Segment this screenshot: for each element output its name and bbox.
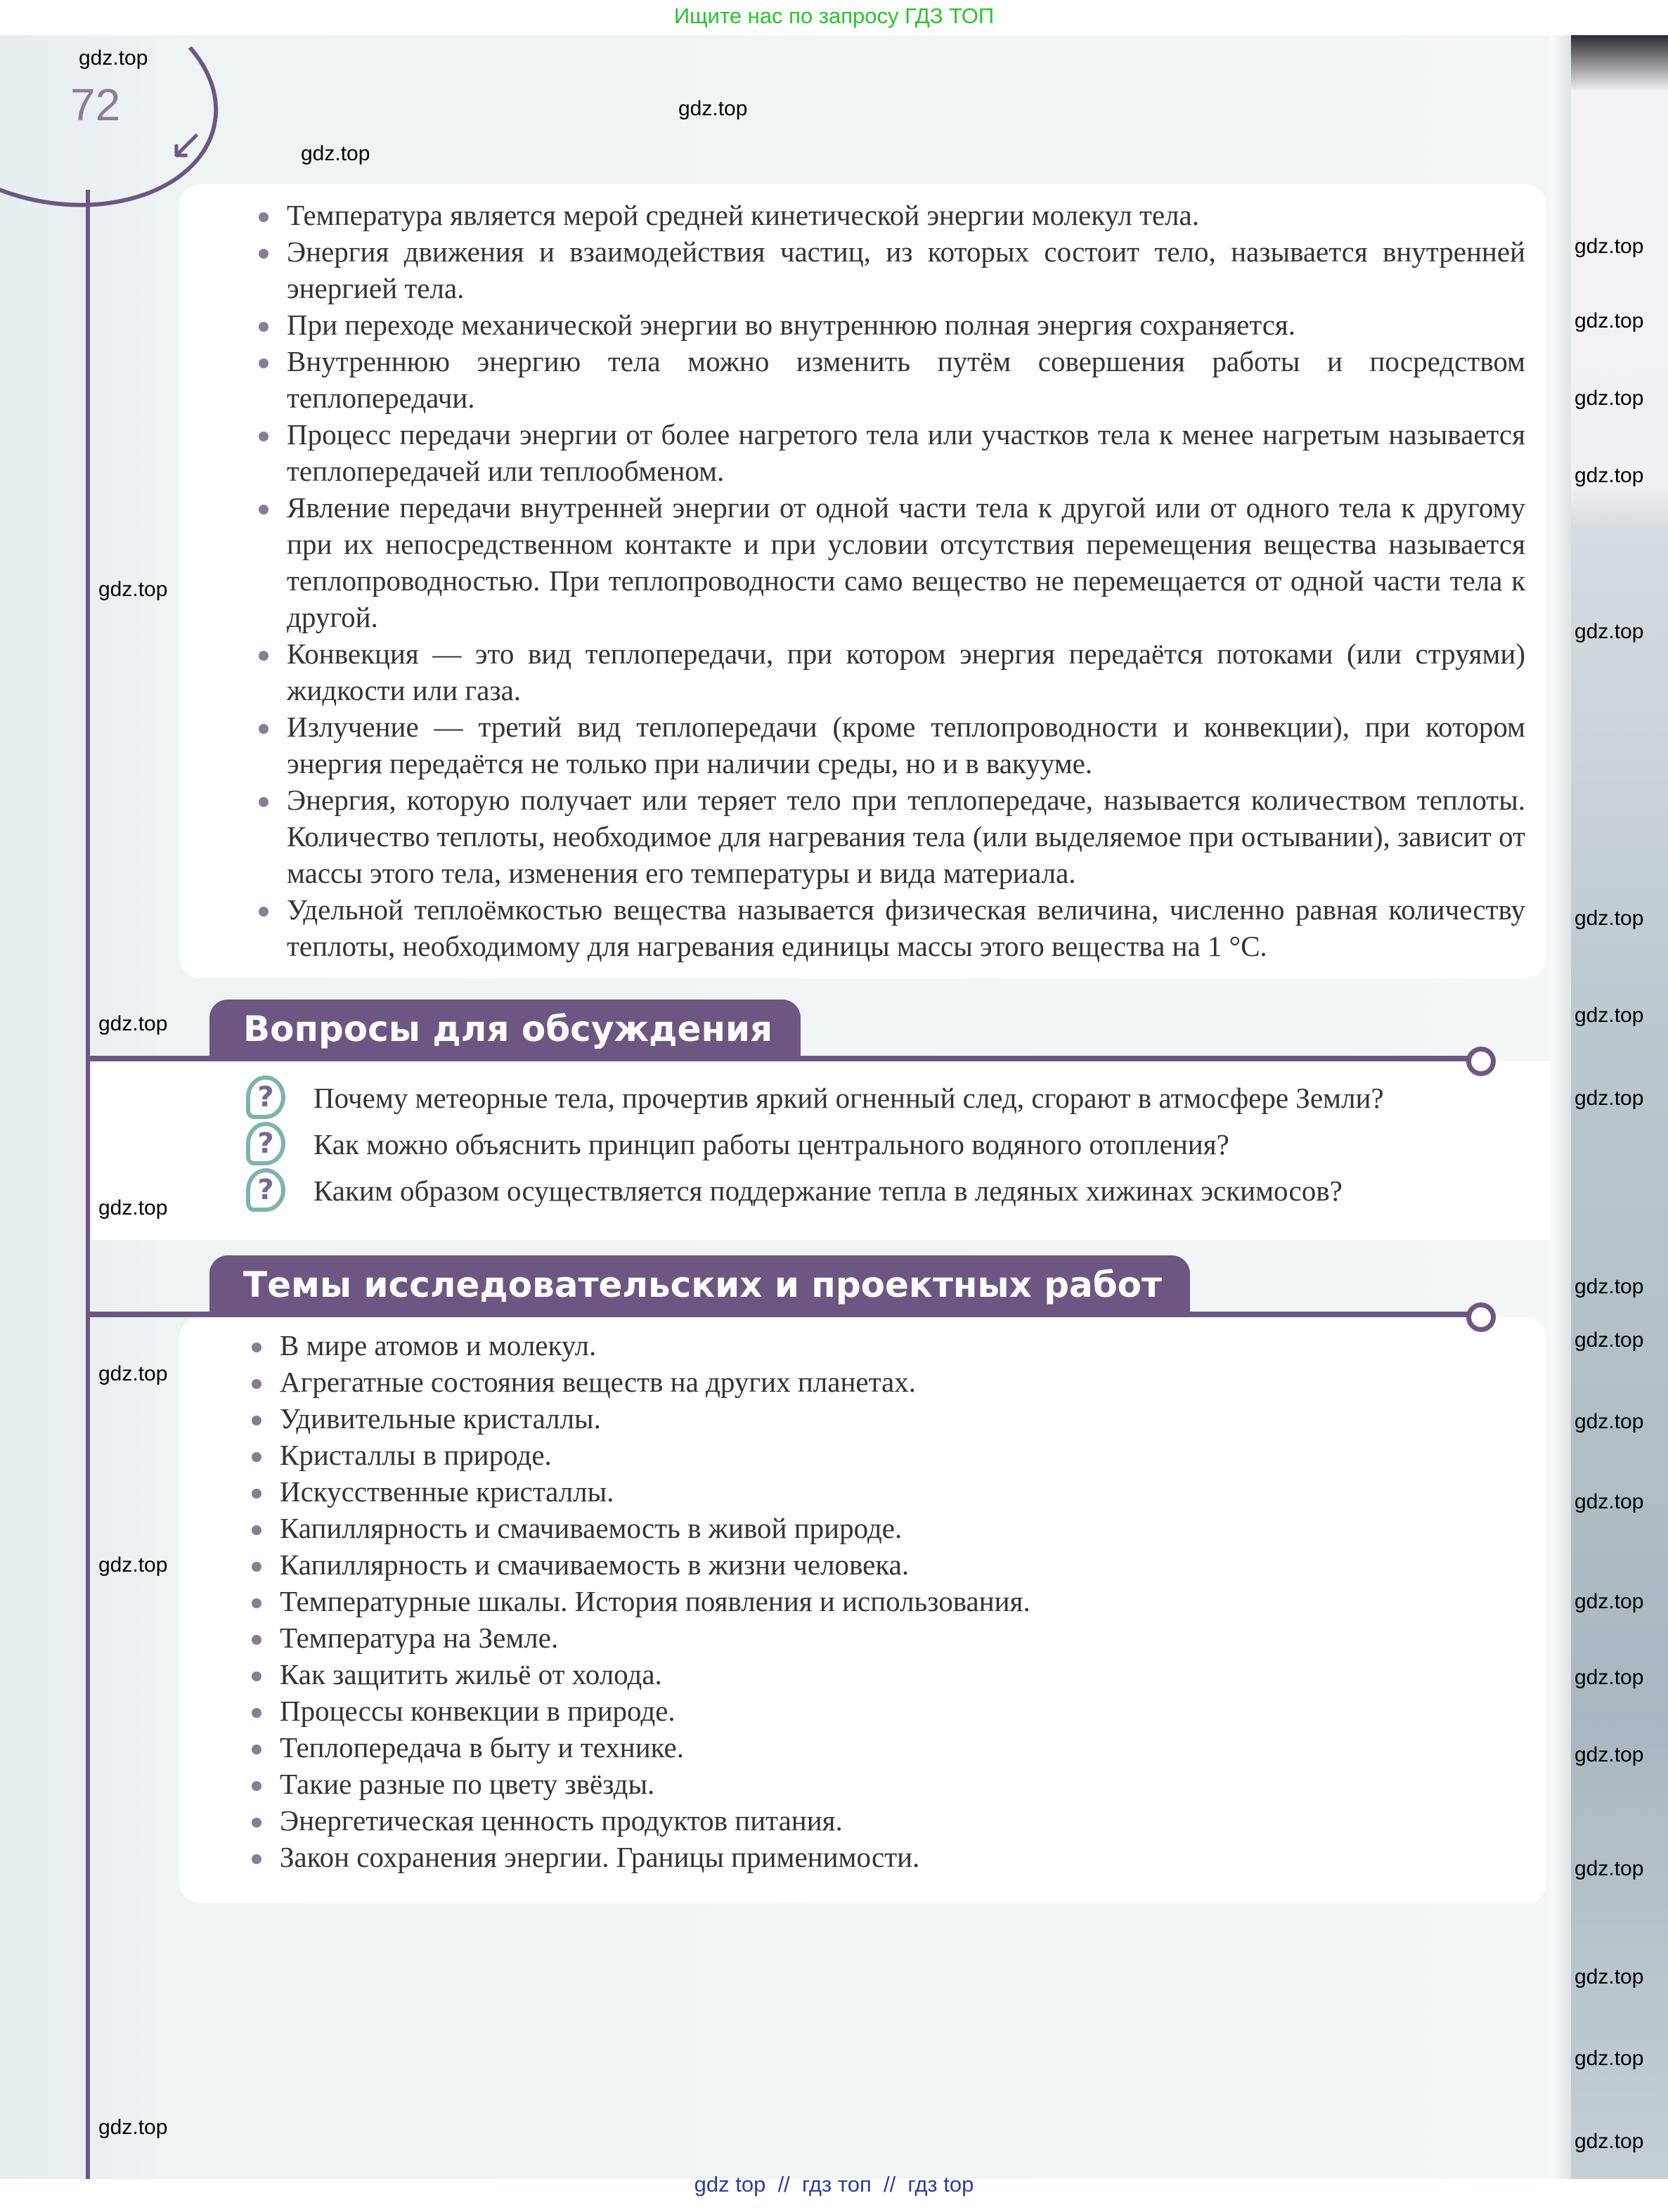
- question-icon: ?: [246, 1168, 285, 1212]
- bullet-icon: [252, 1452, 261, 1462]
- list-item: Процесс передачи энергии от более нагретого тела или участков тела к менее нагретым называется теплопередачей или теплообменом.: [259, 416, 1525, 489]
- watermark: gdz.top: [1575, 309, 1644, 332]
- watermark: gdz.top: [98, 578, 168, 601]
- list-item: Энергия движения и взаимодействия частиц, из которых состоит тело, называется внутренней энергией тела.: [259, 233, 1525, 306]
- list-item: Энергия, которую получает или теряет тело при теплопередаче, называется количеством теплоты. Количество теплоты, необходимое для нагревания тела (или выделяемое при остывании), зависит от массы этого тела, изменения его температуры и вида материала.: [259, 782, 1525, 891]
- list-item: Как защитить жильё от холода.: [252, 1656, 1518, 1693]
- question-icon: ?: [246, 1122, 285, 1165]
- page-number: 72: [70, 79, 121, 130]
- bullet-icon: [259, 249, 269, 259]
- list-item: Теплопередача в быту и технике.: [252, 1729, 1518, 1766]
- list-item: Температура на Земле.: [252, 1619, 1518, 1656]
- list-item: Процессы конвекции в природе.: [252, 1693, 1518, 1729]
- bullet-icon: [259, 651, 269, 661]
- topics-list: [252, 1327, 1518, 1875]
- list-item: Удивительные кристаллы.: [252, 1400, 1518, 1437]
- watermark: gdz.top: [1575, 235, 1644, 258]
- watermark: gdz.top: [1575, 1490, 1644, 1513]
- bullet-icon: [252, 1818, 261, 1828]
- bullet-icon: [252, 1635, 261, 1645]
- watermark: gdz.top: [98, 1196, 168, 1220]
- watermark: gdz.top: [98, 1362, 168, 1385]
- bullet-icon: [252, 1671, 261, 1681]
- main-column: [88, 184, 1550, 1903]
- watermark: gdz.top: [98, 1012, 168, 1035]
- list-item: Конвекция — это вид теплопередачи, при котором энергия передаётся потоками (или струями) жидкости или газа.: [259, 635, 1525, 709]
- projects-section: [88, 1255, 1550, 1903]
- bullet-icon: [259, 432, 269, 441]
- heading-underline: [88, 1056, 1494, 1061]
- heading-underline: [88, 1312, 1494, 1317]
- section-heading-projects: Темы исследовательских и проектных работ: [209, 1255, 1190, 1312]
- list-item: Такие разные по цвету звёзды.: [252, 1766, 1518, 1802]
- watermark: gdz.top: [1575, 464, 1644, 487]
- watermark: gdz.top: [1575, 1743, 1644, 1766]
- list-item: Явление передачи внутренней энергии от одной части тела к другой или от одного тела к другому при их непосредственном контакте и при условии отсутствия перемещения вещества называется теплопроводностью. При теплопроводности само вещество не перемещается от одной части тела к другой.: [259, 489, 1525, 635]
- bullet-icon: [252, 1708, 261, 1718]
- discussion-section: [88, 1000, 1550, 1240]
- list-item: Температурные шкалы. История появления и использования.: [252, 1583, 1518, 1619]
- list-item: При переходе механической энергии во внутреннюю полная энергия сохраняется.: [259, 306, 1525, 343]
- bullet-icon: [252, 1781, 261, 1791]
- list-item: Температура является мерой средней кинетической энергии молекул тела.: [259, 197, 1525, 233]
- bullet-icon: [259, 358, 269, 368]
- list-item: Внутреннюю энергию тела можно изменить путём совершения работы и посредством теплопередачи.: [259, 343, 1525, 416]
- bullet-icon: [259, 797, 269, 807]
- bullet-icon: [259, 505, 269, 515]
- question-item: ? Как можно объяснить принцип работы центрального водяного отопления?: [246, 1126, 1490, 1163]
- list-item: Излучение — третий вид теплопередачи (кроме теплопроводности и конвекции), при котором энергия передаётся не только при наличии среды, но и в вакууме.: [259, 709, 1525, 782]
- bullet-icon: [259, 212, 269, 222]
- watermark: gdz.top: [1575, 907, 1644, 930]
- list-item: Кристаллы в природе.: [252, 1437, 1518, 1473]
- watermark: gdz.top: [301, 142, 370, 165]
- list-item: Капиллярность и смачиваемость в живой природе.: [252, 1510, 1518, 1546]
- bullet-icon: [252, 1343, 261, 1352]
- bullet-icon: [259, 724, 269, 734]
- bullet-icon: [252, 1854, 261, 1864]
- watermark: gdz.top: [1575, 2130, 1644, 2153]
- list-item: Искусственные кристаллы.: [252, 1473, 1518, 1510]
- watermark: gdz.top: [1575, 1087, 1644, 1110]
- watermark: gdz.top: [1575, 1328, 1644, 1352]
- watermark: gdz.top: [98, 1553, 168, 1577]
- arrow-down-icon: ↙: [169, 119, 205, 169]
- summary-box: [179, 184, 1546, 978]
- watermark: gdz.top: [1575, 1590, 1644, 1613]
- watermark: gdz.top: [1575, 1004, 1644, 1027]
- top-banner[interactable]: Ищите нас по запросу ГДЗ ТОП: [0, 0, 1668, 35]
- list-item: Агрегатные состояния веществ на других планетах.: [252, 1364, 1518, 1400]
- bullet-icon: [252, 1379, 261, 1389]
- bullet-icon: [252, 1745, 261, 1754]
- list-item: Капиллярность и смачиваемость в жизни человека.: [252, 1546, 1518, 1583]
- watermark: gdz.top: [1575, 1275, 1644, 1298]
- summary-list: [259, 197, 1525, 964]
- question-item: ? Почему метеорные тела, прочертив яркий огненный след, сгорают в атмосфере Земли?: [246, 1080, 1490, 1116]
- list-item: В мире атомов и молекул.: [252, 1327, 1518, 1364]
- watermark: gdz.top: [1575, 620, 1644, 643]
- watermark: gdz.top: [1575, 1410, 1644, 1433]
- watermark: gdz.top: [1575, 1666, 1644, 1689]
- footer-links[interactable]: gdz top // гдз топ // гдз top: [694, 2172, 974, 2197]
- question-icon: ?: [246, 1075, 285, 1119]
- watermark: gdz.top: [1575, 1965, 1644, 1988]
- ring-icon: [1466, 1047, 1496, 1076]
- list-item: Удельной теплоёмкостью вещества называется физическая величина, численно равная количеству теплоты, необходимому для нагревания единицы массы этого вещества на 1 °С.: [259, 891, 1525, 964]
- bullet-icon: [252, 1489, 261, 1499]
- bullet-icon: [259, 907, 269, 917]
- watermark: gdz.top: [1575, 387, 1644, 410]
- watermark: gdz.top: [98, 2116, 168, 2139]
- bullet-icon: [252, 1416, 261, 1425]
- topics-box: [179, 1317, 1546, 1903]
- list-item: Энергетическая ценность продуктов питания.: [252, 1802, 1518, 1839]
- watermark: gdz.top: [79, 46, 148, 70]
- questions-area: [91, 1061, 1550, 1240]
- bullet-icon: [252, 1525, 261, 1535]
- page-edge: [1550, 35, 1571, 2179]
- list-item: Закон сохранения энергии. Границы применимости.: [252, 1839, 1518, 1875]
- question-item: ? Каким образом осуществляется поддержание тепла в ледяных хижинах эскимосов?: [246, 1172, 1490, 1209]
- watermark: gdz.top: [1575, 2047, 1644, 2070]
- bullet-icon: [252, 1598, 261, 1608]
- section-heading-discussion: Вопросы для обсуждения: [209, 1000, 801, 1056]
- watermark: gdz.top: [678, 97, 748, 120]
- watermark: gdz.top: [1575, 1857, 1644, 1880]
- bullet-icon: [259, 322, 269, 332]
- bullet-icon: [252, 1562, 261, 1572]
